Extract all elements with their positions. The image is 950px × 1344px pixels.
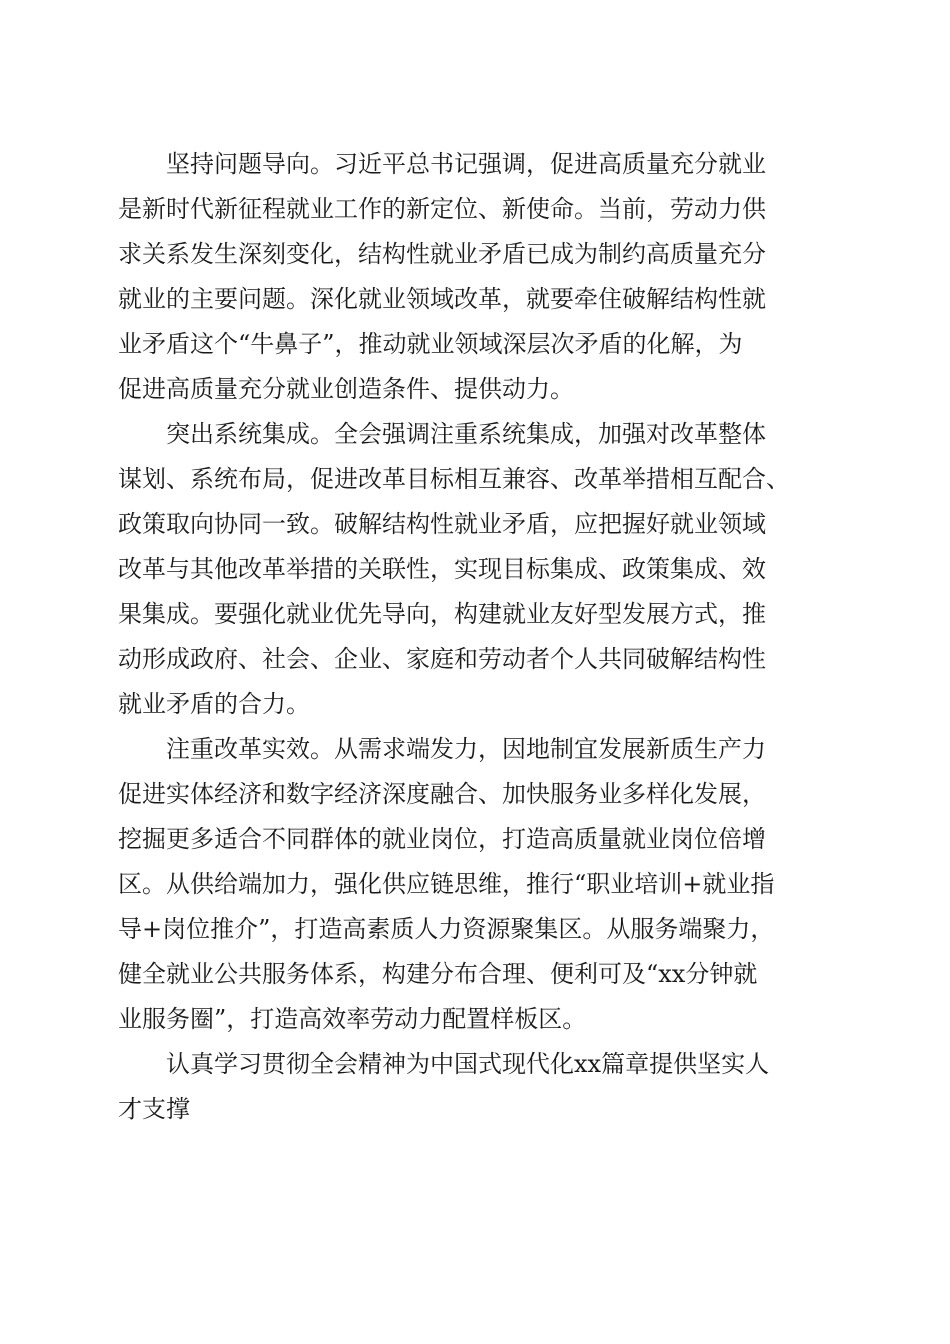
- paragraph-line: 就业矛盾的合力。: [118, 690, 310, 718]
- paragraph-line: 果集成。要强化就业优先导向，构建就业友好型发展方式，推: [118, 600, 766, 628]
- paragraph-line: 坚持问题导向。习近平总书记强调，促进高质量充分就业: [166, 150, 766, 178]
- paragraph-problem-orientation: [118, 142, 838, 412]
- paragraph-line: 业矛盾这个“牛鼻子”，推动就业领域深层次矛盾的化解，为: [118, 330, 743, 358]
- document-body: [118, 142, 838, 1132]
- paragraph-line: 改革与其他改革举措的关联性，实现目标集成、政策集成、效: [118, 555, 766, 583]
- section-heading: [118, 1042, 838, 1132]
- paragraph-line: 求关系发生深刻变化，结构性就业矛盾已成为制约高质量充分: [118, 240, 766, 268]
- paragraph-line: 突出系统集成。全会强调注重系统集成，加强对改革整体: [166, 420, 766, 448]
- paragraph-line: 促进高质量充分就业创造条件、提供动力。: [118, 375, 574, 403]
- paragraph-line: 区。从供给端加力，强化供应链思维，推行“职业培训+就业指: [118, 870, 775, 898]
- paragraph-line: 健全就业公共服务体系，构建分布合理、便利可及“xx分钟就: [118, 960, 758, 988]
- heading-line: 才支撑: [118, 1095, 190, 1123]
- paragraph-line: 挖掘更多适合不同群体的就业岗位，打造高质量就业岗位倍增: [118, 825, 766, 853]
- paragraph-line: 业服务圈”，打造高效率劳动力配置样板区。: [118, 1005, 587, 1033]
- heading-line: 认真学习贯彻全会精神为中国式现代化xx篇章提供坚实人: [166, 1050, 770, 1078]
- paragraph-reform-effectiveness: [118, 727, 838, 1042]
- paragraph-line: 政策取向协同一致。破解结构性就业矛盾，应把握好就业领域: [118, 510, 766, 538]
- paragraph-line: 谋划、系统布局，促进改革目标相互兼容、改革举措相互配合、: [118, 465, 790, 493]
- paragraph-line: 促进实体经济和数字经济深度融合、加快服务业多样化发展，: [118, 780, 766, 808]
- paragraph-line: 导+岗位推介”，打造高素质人力资源聚集区。从服务端聚力，: [118, 915, 775, 943]
- paragraph-line: 就业的主要问题。深化就业领域改革，就要牵住破解结构性就: [118, 285, 766, 313]
- paragraph-line: 是新时代新征程就业工作的新定位、新使命。当前，劳动力供: [118, 195, 766, 223]
- paragraph-line: 注重改革实效。从需求端发力，因地制宜发展新质生产力: [166, 735, 766, 763]
- paragraph-system-integration: [118, 412, 838, 727]
- paragraph-line: 动形成政府、社会、企业、家庭和劳动者个人共同破解结构性: [118, 645, 766, 673]
